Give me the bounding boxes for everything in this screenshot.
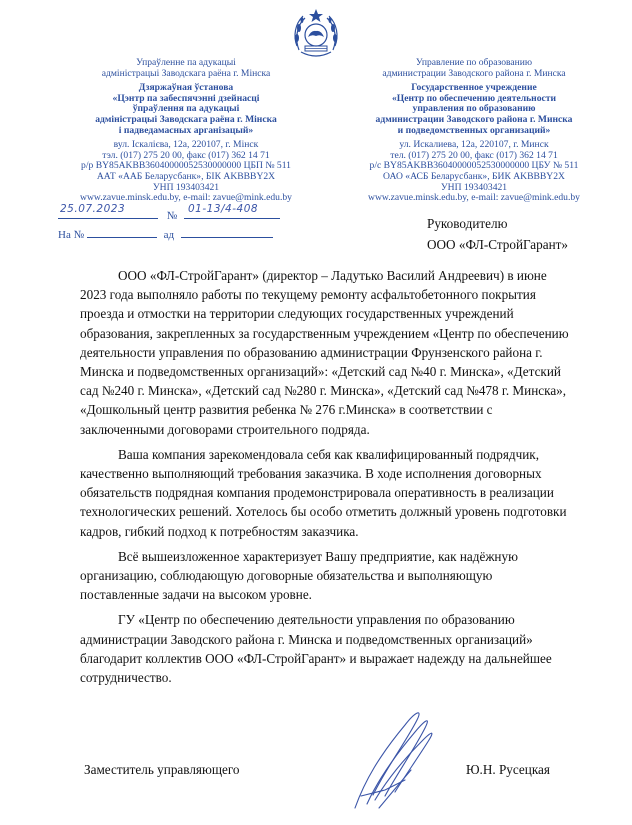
date-field	[58, 203, 158, 219]
body-paragraph: Всё вышеизложенное характеризует Вашу предприятие, как надёжную организацию, соблюдающую договорные обязательства и выполняющую поставленные задачи на высоком уровне.	[80, 548, 518, 603]
body-paragraph: ООО «ФЛ-СтройГарант» (директор – Ладутько Василий Андреевич) в июне 2023 года выполняло работы по текущему ремонту асфальтобетонного покрытия проезда и отмостки на территории следующих государственных учреждений образования, закрепленных за государственным учреждением «Центр по обеспечению деятельности управления по образованию администрации Фрунзенского района г. Минска и подведомственных организаций»: «Детский сад №40 г. Минска», «Детский сад №240 г. Минска», «Детский сад №280 г. Минска», «Детский сад №478 г. Минска», «Дошкольный центр развития ребенка № 276 г.Минска» в соответствии с заключенными договорами строительного подряда.	[80, 268, 569, 437]
state-emblem-icon	[287, 6, 345, 64]
addressee-title: Руководителю	[427, 216, 508, 231]
signatory-title: Заместитель управляющего	[84, 762, 240, 777]
header-line: Упраўленне па адукацыі	[136, 57, 236, 68]
header-russian	[340, 58, 608, 204]
ad-label: ад	[163, 229, 175, 241]
header-belarusian	[52, 58, 320, 204]
header-line: управления по образованию	[412, 103, 536, 115]
na-label: На №	[58, 229, 85, 241]
header-line: тел. (017) 275 20 00, факс (017) 362 14 71	[390, 149, 558, 161]
header-line: УНП 193403421	[440, 181, 508, 193]
header-line: адміністрацыі Заводскага раёна г. Мінска	[101, 67, 271, 79]
header-line: р/р BY85AKBB36040000052530000000 ЦБП № 511	[81, 160, 291, 172]
addressee-company: ООО «ФЛ-СтройГарант»	[427, 237, 569, 252]
signatory-name: Ю.Н. Русецкая	[466, 762, 550, 777]
header-line: Управление по образованию	[415, 57, 533, 68]
header-line: вул. Іскалієва, 12а, 220107, г. Мінск	[113, 139, 259, 151]
reference-na-line	[58, 226, 273, 241]
header-line: р/с BY85AKBB36040000052530000000 ЦБУ № 511	[369, 160, 579, 172]
header-line: Дзяржаўная ўстанова	[138, 82, 234, 94]
number-field	[184, 203, 280, 219]
body-paragraph: ГУ «Центр по обеспечению деятельности управления по образованию администрации Заводского района г. Минска и подведомственных организаций» благодарит коллектив ООО «ФЛ-СтройГарант» и выражает надежду на дальнейшее сотрудничество.	[80, 612, 552, 686]
header-line: ул. Искалиева, 12а, 220107, г. Минск	[399, 139, 549, 151]
header-line: и подведомственных организаций»	[397, 124, 551, 136]
handwritten-date: 25.07.2023	[60, 203, 126, 215]
header-line: адміністрацыі Заводскага раёна г. Мінска	[95, 113, 277, 125]
header-line: тэл. (017) 275 20 00, факс (017) 362 14 71	[102, 149, 270, 161]
header-line: УНП 193403421	[152, 181, 220, 193]
header-line: администрации Заводского района г. Минска	[375, 113, 573, 125]
header-line: www.zavue.minsk.edu.by, e-mail: zavue@mink.edu.by	[368, 192, 580, 204]
na-field	[87, 226, 157, 238]
reference-date-line	[58, 203, 280, 222]
handwritten-number: 01-13/4-408	[188, 203, 259, 215]
body-paragraph: Ваша компания зарекомендовала себя как квалифицированный подрядчик, качественно выполняющий требования заказчика. В ходе исполнения договорных обязательств подрядная компания продемонстрировала оперативность в реализации технологических решений. Хотелось бы особо отметить должный уровень подготовки кадров, гибкий подход к потребностям заказчика.	[80, 446, 567, 539]
header-line: ўпраўлення па адукацыі	[132, 103, 240, 115]
number-label: №	[166, 210, 178, 222]
header-line: администрации Заводского района г. Минска	[382, 67, 566, 79]
header-line: «Цэнтр па забеспячэнні дзейнасці	[112, 92, 260, 104]
header-line: www.zavue.minsk.edu.by, e-mail: zavue@mink.edu.by	[80, 192, 292, 204]
header-line: Государственное учреждение	[411, 82, 537, 94]
letter-body	[80, 266, 572, 693]
addressee	[427, 213, 568, 255]
ad-field	[181, 226, 273, 238]
header-line: «Центр по обеспечению деятельности	[392, 92, 556, 104]
header-line: ААТ «ААБ Беларусбанк», БІК AKBBBY2X	[96, 170, 276, 182]
header-line: ОАО «АСБ Беларусбанк», БИК AKBBBY2X	[383, 170, 565, 182]
header-line: і падведамасных арганізацый»	[118, 124, 254, 136]
handwritten-signature	[345, 700, 440, 815]
